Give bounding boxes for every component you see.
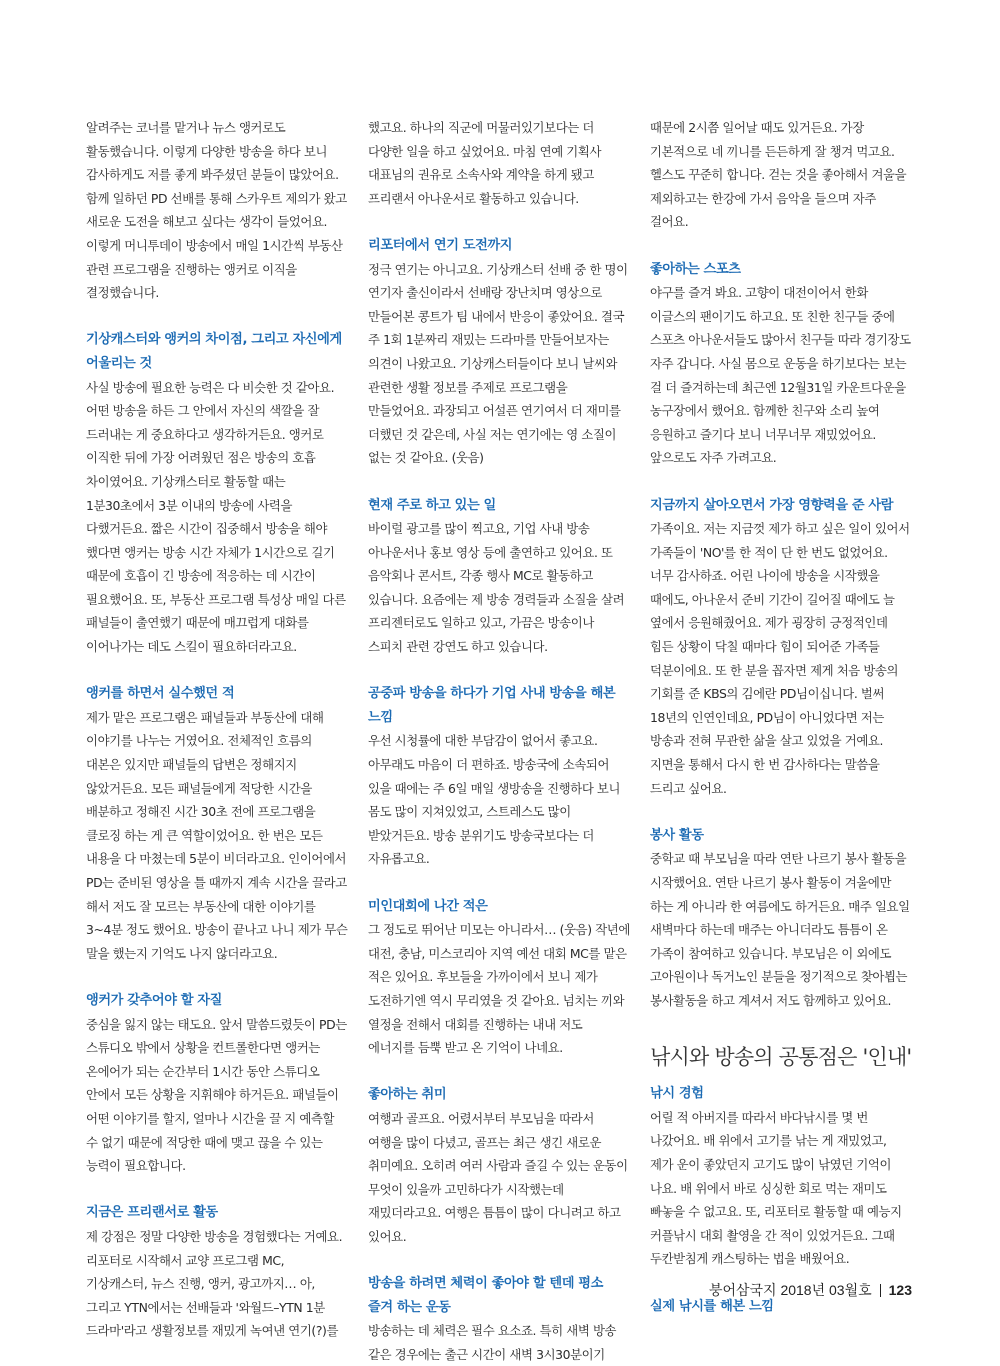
body-paragraph: 때문에 2시쯤 일어날 때도 있거든요. 가장 기본적으로 네 끼니를 든든하게 잘 챙겨 먹고요. 헬스도 꾸준히 합니다. 걷는 것을 좋아해서 겨울을 제외하고는 한강에 가서 음악을 들으며 자주 걸어요. [650,120,907,230]
section-heading: 앵커가 갖추어야 할 자질 [86,992,222,1008]
spacer [86,965,348,989]
section-heading: 좋아하는 취미 [368,1087,447,1103]
section-heading: 실제 낚시를 해본 느낌 [650,1298,774,1314]
body-paragraph: 제 강점은 정말 다양한 방송을 경험했다는 거예요. 리포터로 시작해서 교양 프로그램 MC, 기상캐스터, 뉴스 진행, 앵커, 광고까지… 아, 그리고 YTN에서는 선배들과 '와월드–YTN 1분 드라마'라고 생활정보를 재밌게 녹여낸 연기(?)를 [86,1228,343,1339]
text-column-1 [86,116,348,1343]
section-heading: 낚시 경험 [650,1086,704,1102]
spacer [368,659,630,683]
text-column-3 [650,116,912,1318]
magazine-issue: 붕어삼국지 2018년 03월호 [708,1282,872,1298]
footer-divider [880,1284,881,1297]
section-heading: 공중파 방송을 하다가 기업 사내 방송을 해본 느낌 [368,686,616,725]
spacer [86,305,348,329]
section-heading: 지금까지 살아오면서 가장 영향력을 준 사람 [650,497,894,513]
body-paragraph: 알려주는 코너를 맡거나 뉴스 앵커로도 활동했습니다. 이렇게 다양한 방송을 하다 보니 감사하게도 저를 좋게 봐주셨던 분들이 많았어요. 함께 일하던 PD 선배를 통해 스카우트 제의가 왔고 새로운 도전을 해보고 싶다는 생각이 들었어요. 이렇게 머니투데이 방송에서 매일 1시간씩 부동산 관련 프로그램을 진행하는 앵커로 이직을 결정했습니다. [86,120,347,301]
page-footer [709,1280,912,1300]
section-heading: 기상캐스터와 앵커의 차이점, 그리고 자신에게 어울리는 것 [86,332,342,371]
text-column-2 [368,116,630,1366]
body-paragraph: 방송하는 데 체력은 필수 요소죠. 특히 새벽 방송 같은 경우에는 출근 시간이 새벽 3시30분이기 [368,1323,617,1362]
section-heading: 미인대회에 나간 적은 [368,898,488,914]
spacer [368,210,630,234]
spacer [650,470,912,494]
body-paragraph: 가족이요. 저는 지금껏 제가 하고 싶은 일이 있어서 가족들이 'NO'를 한 적이 단 한 번도 없었어요. 너무 감사하죠. 어린 나이에 방송을 시작했을 때에도, 아나운서 준비 기간이 길어질 때에도 늘 옆에서 응원해줬어요. 제가 굉장히 긍정적인데 힘든 상황이 닥칠 때마다 힘이 되어준 가족들 덕분이에요. 또 한 분을 꼽자면 제게 처음 방송의 기회를 준 KBS의 김에란 PD님이십니다. 벌써 18년의 인연인데요, PD님이 아니었다면 저는 방송과 전혀 무관한 삶을 살고 있었을 거예요. 지면을 통해서 다시 한 번 감사하다는 말씀을 드리고 싶어요. [650,521,910,796]
body-paragraph: 우선 시청률에 대한 부담감이 없어서 좋고요. 아무래도 마음이 더 편하죠. 방송국에 소속되어 있을 때에는 주 6일 매일 생방송을 진행하다 보니 몸도 많이 지쳐있었고, 스트레스도 많이 받았거든요. 방송 분위기도 방송국보다는 더 자유롭고요. [368,733,621,867]
body-paragraph: 중심을 잃지 않는 태도요. 앞서 말씀드렸듯이 PD는 스튜디오 밖에서 상황을 컨트롤한다면 앵커는 온에어가 되는 순간부터 1시간 동안 스튜디오 안에서 모든 상황을 지휘해야 하거든요. 패널들이 어떤 이야기를 할지, 얼마나 시간을 끌 지 예측할 수 없기 때문에 적당한 때에 맺고 끊을 수 있는 능력이 필요합니다. [86,1016,347,1174]
spacer [650,800,912,824]
body-paragraph: 여행과 골프요. 어렸서부터 부모님을 따라서 여행을 많이 다녔고, 골프는 최근 생긴 새로운 취미예요. 오히려 여러 사람과 즐길 수 있는 운동이 무엇이 있을까 고민하다가 시작했는데 재밌더라고요. 여행은 틈틈이 많이 다니려고 하고 있어요. [368,1110,628,1244]
spacer [650,1013,912,1037]
section-heading: 현재 주로 하고 있는 일 [368,497,496,513]
body-paragraph: 제가 맡은 프로그램은 패널들과 부동산에 대해 이야기를 나누는 거였어요. 전체적인 흐름의 대본은 있지만 패널들의 답변은 정해지지 않았거든요. 모든 패널들에게 적당한 시간을 배분하고 정해진 시간 30초 전에 프로그램을 클로징 하는 게 큰 역할이었어요. 한 번은 모든 내용을 다 마쳤는데 5분이 비더라고요. 인이어에서 PD는 준비된 영상을 틀 때까지 계속 시간을 끌라고 해서 저도 잘 모르는 부동산에 대한 이야기를 3~4분 정도 했어요. 방송이 끝나고 나니 제가 무슨 말을 했는지 기억도 나지 않더라고요. [86,709,348,961]
spacer [368,470,630,494]
spacer [368,1249,630,1273]
body-paragraph: 정극 연기는 아니고요. 기상캐스터 선배 중 한 명이 연기자 출신이라서 선배랑 장난치며 영상으로 만들어본 콩트가 팀 내에서 반응이 좋았어요. 결국 주 1회 1분짜리 재밌는 드라마를 만들어보자는 의견이 나왔고요. 기상캐스터들이다 보니 날씨와 관련한 생활 정보를 주제로 프로그램을 만들었어요. 과장되고 어설픈 연기여서 더 재미를 더했던 것 같은데, 사실 저는 연기에는 영 소질이 없는 것 같아요. (웃음) [368,261,628,466]
section-heading: 앵커를 하면서 실수했던 적 [86,686,235,702]
body-paragraph: 중학교 때 부모님을 따라 연탄 나르기 봉사 활동을 시작했어요. 연탄 나르기 봉사 활동이 겨울에만 하는 게 아니라 한 여름에도 하거든요. 매주 일요일 새벽마다 하는데 매주는 아니더라도 틈틈이 온 가족이 참여하고 있습니다. 부모님은 이 외에도 고아원이나 독거노인 분들을 정기적으로 찾아뵙는 봉사활동을 하고 계셔서 저도 함께하고 있어요. [650,851,910,1008]
section-heading: 리포터에서 연기 도전까지 [368,237,513,253]
spacer [650,234,912,258]
page-number: 123 [888,1282,912,1298]
body-paragraph: 사실 방송에 필요한 능력은 다 비슷한 것 같아요. 어떤 방송을 하든 그 안에서 자신의 색깔을 잘 드러내는 게 중요하다고 생각하거든요. 앵커로 이직한 뒤에 가장 어려웠던 점은 방송의 호흡 차이였어요. 기상캐스터로 활동할 때는 1분30초에서 3분 이내의 방송에 사력을 다했거든요. 짧은 시간이 집중해서 방송을 해야 했다면 앵커는 방송 시간 자체가 1시간으로 길기 때문에 호흡이 긴 방송에 적응하는 데 시간이 필요했어요. 또, 부동산 프로그램 특성상 매일 다른 패널들이 출연했기 때문에 매끄럽게 대화를 이어나가는 데도 스킬이 필요하더라고요. [86,379,346,655]
spacer [86,659,348,683]
section-title: 낚시와 방송의 공통점은 '인내' [650,1045,912,1070]
body-paragraph: 그 정도로 뛰어난 미모는 아니라서… (웃음) 작년에 대전, 충남, 미스코리아 지역 예선 대회 MC를 맡은 적은 있어요. 후보들을 가까이에서 보니 제가 도전하기엔 역시 무리였을 것 같아요. 넘치는 끼와 열정을 전해서 대회를 진행하는 내내 저도 에너지를 듬뿍 받고 온 기억이 나네요. [368,922,630,1056]
section-heading: 방송을 하려면 체력이 좋아야 할 텐데 평소 즐겨 하는 운동 [368,1276,603,1315]
spacer [86,1178,348,1202]
body-paragraph: 했고요. 하나의 직군에 머물러있기보다는 더 다양한 일을 하고 싶었어요. 마침 연예 기획사 대표님의 권유로 소속사와 계약을 하게 됐고 프리랜서 아나운서로 활동하고 있습니다. [368,120,602,206]
body-paragraph: 어릴 적 아버지를 따라서 바다낚시를 몇 번 나갔어요. 배 위에서 고기를 낚는 게 재밌었고, 제가 운이 좋았던지 고기도 많이 낚였던 기억이 나요. 배 위에서 바로 싱싱한 회로 먹는 재미도 빠놓을 수 없고요. 또, 리포터로 활동할 때 예능지 커플낚시 대회 촬영을 간 적이 있었거든요. 그때 두칸받침게 캐스팅하는 법을 배웠어요. [650,1109,902,1267]
spacer [368,871,630,895]
section-heading: 지금은 프리랜서로 활동 [86,1205,218,1221]
spacer [368,1060,630,1084]
body-paragraph: 야구를 즐겨 봐요. 고향이 대전이어서 한화 이글스의 팬이기도 하고요. 또 친한 친구들 중에 스포츠 아나운서들도 많아서 친구들 따라 경기장도 자주 갑니다. 사실 몸으로 운동을 하기보다는 보는 걸 더 즐겨하는데 최근엔 12월31일 카운트다운을 농구장에서 했어요. 함께한 친구와 소리 높여 응원하고 즐기다 보니 너무너무 재밌었어요. 앞으로도 자주 가려고요. [650,285,911,466]
section-heading: 봉사 활동 [650,827,704,843]
section-heading: 좋아하는 스포츠 [650,261,741,277]
body-paragraph: 바이럴 광고를 많이 찍고요, 기업 사내 방송 아나운서나 홍보 영상 등에 출연하고 있어요. 또 음악회나 콘서트, 각종 행사 MC로 활동하고 있습니다. 요즘에는 제 방송 경력들과 소질을 살려 프리젠터로도 일하고 있고, 가끔은 방송이나 스피치 관련 강연도 하고 있습니다. [368,521,625,655]
